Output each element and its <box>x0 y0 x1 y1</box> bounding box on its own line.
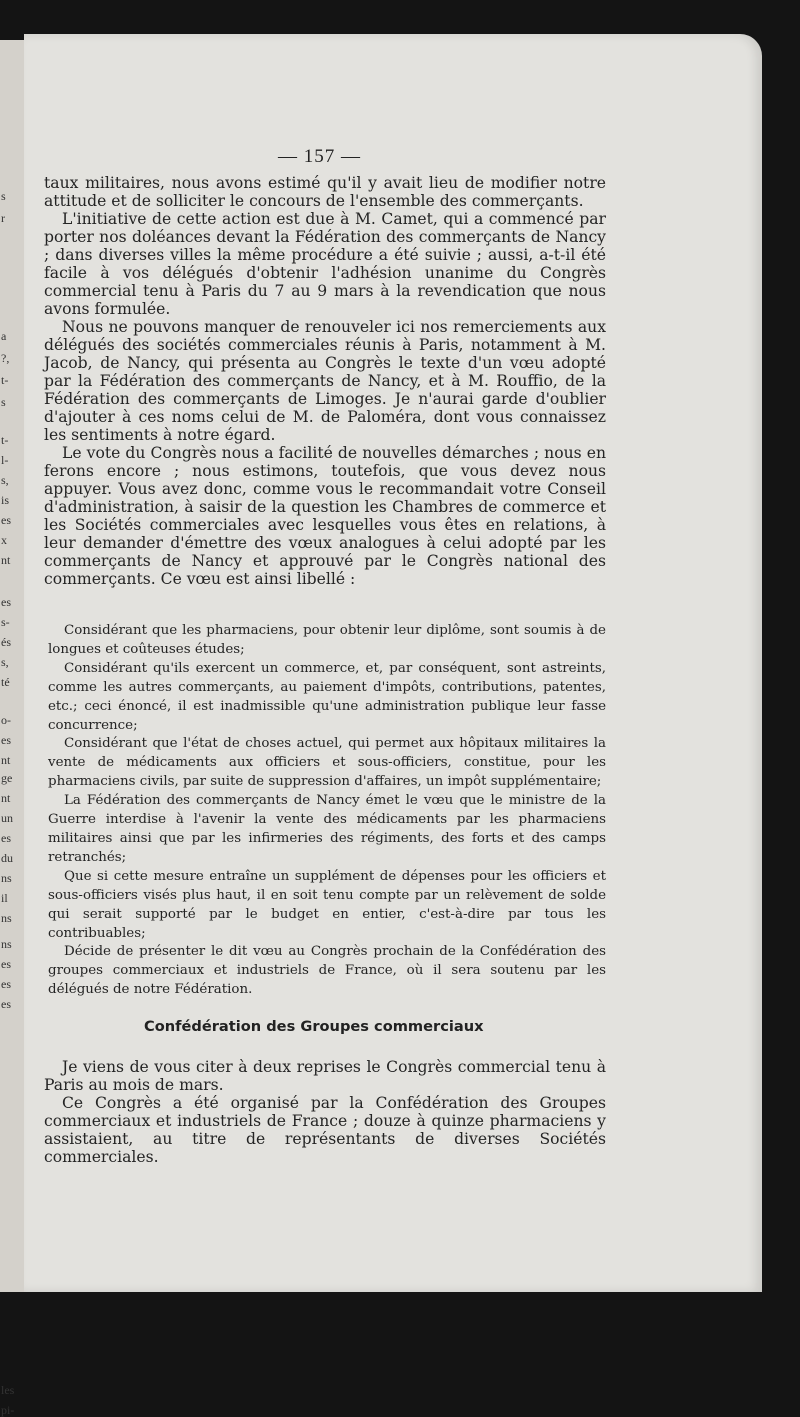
margin-fragment: nt <box>1 791 11 805</box>
margin-fragment: du <box>1 851 13 865</box>
margin-fragment: s, <box>1 473 9 487</box>
margin-fragment: es <box>1 997 11 1011</box>
paragraph: Je viens de vous citer à deux reprises le Congrès commercial tenu à Paris au mois de mars. <box>44 1058 606 1094</box>
margin-fragment: ns <box>1 911 12 925</box>
margin-fragment: is <box>1 493 10 507</box>
margin-fragment: t- <box>1 373 9 387</box>
margin-fragment: s <box>1 189 6 203</box>
margin-fragment: ge <box>1 771 13 785</box>
margin-fragment: pi- <box>1 1403 15 1417</box>
margin-fragment: l- <box>1 453 9 467</box>
margin-fragment: s- <box>1 615 10 629</box>
paragraph: Le vote du Congrès nous a facilité de nouvelles démarches ; nous en ferons encore ; nous estimons, toutefois, que vous devez nous appuyer. Vous avez donc, comme vous le recommandait votre Conseil d'administration, à saisir de la question les Chambres de commerce et les Sociétés commerciales avec lesquelles vous êtes en relations, à leur demander d'émettre des vœux analogues à celui adopté par les commerçants de Nancy et approuvé par le Congrès national des commerçants. Ce vœu est ainsi libellé : <box>44 444 606 588</box>
margin-fragment: s <box>1 395 6 409</box>
quote-paragraph: Considérant que l'état de choses actuel, qui permet aux hôpitaux militaires la vente de médicaments aux officiers et sous-officiers, constitue, pour les pharmaciens civils, par suite de suppression d'affaires, un impôt supplémentaire; <box>48 736 606 790</box>
section-text <box>44 1058 606 1166</box>
margin-fragment: es <box>1 831 11 845</box>
section-heading: Confédération des Groupes commerciaux <box>144 1018 484 1035</box>
quote-paragraph: Considérant que les pharmaciens, pour obtenir leur diplôme, sont soumis à de longues et coûteuses études; <box>48 623 606 657</box>
quote-paragraph: La Fédération des commerçants de Nancy émet le vœu que le ministre de la Guerre interdise à l'avenir la vente des médicaments par les pharmaciens militaires ainsi que par les infirmeries des régiments, des forts et des camps retranchés; <box>48 793 606 865</box>
quoted-resolution <box>48 622 606 1000</box>
margin-fragment: s, <box>1 655 9 669</box>
margin-fragment: es <box>1 957 11 971</box>
margin-fragment: x <box>1 533 7 547</box>
margin-fragment: ?, <box>1 351 10 365</box>
paragraph: L'initiative de cette action est due à M. Camet, qui a commencé par porter nos doléances devant la Fédération des commerçants de Nancy ; dans diverses villes la même procédure a été suivie ; aussi, a-t-il été facile à vos délégués d'obtenir l'adhésion unanime du Congrès commercial tenu à Paris du 7 au 9 mars à la revendication que nous avons formulée. <box>44 210 606 318</box>
quote-paragraph: Décide de présenter le dit vœu au Congrès prochain de la Confédération des groupes commerciaux et industriels de France, où il sera soutenu par les délégués de notre Fédération. <box>48 944 606 998</box>
main-text <box>44 174 606 588</box>
margin-fragment: es <box>1 977 11 991</box>
paragraph: taux militaires, nous avons estimé qu'il y avait lieu de modifier notre attitude et de solliciter le concours de l'ensemble des commerçants. <box>44 174 606 210</box>
margin-fragment: nt <box>1 553 11 567</box>
margin-fragment: ns <box>1 871 12 885</box>
quote-paragraph: Considérant qu'ils exercent un commerce, et, par conséquent, sont astreints, comme les autres commerçants, au paiement d'impôts, contributions, patentes, etc.; ceci énoncé, il est inadmissible qu'une administration publique leur fasse concurrence; <box>48 660 606 733</box>
margin-fragment: les <box>1 1383 15 1397</box>
margin-fragment: t- <box>1 433 9 447</box>
margin-fragment: es <box>1 595 11 609</box>
page-number: — 157 — <box>278 146 361 167</box>
margin-fragment: ns <box>1 937 12 951</box>
quote-paragraph: Que si cette mesure entraîne un supplément de dépenses pour les officiers et sous-officiers visés plus haut, il en soit tenu compte par un relèvement de solde qui serait supporté par le budget en entier, c'est-à-dire par tous les contribuables; <box>48 868 606 941</box>
margin-fragment: r <box>1 211 5 225</box>
paragraph: Ce Congrès a été organisé par la Confédération des Groupes commerciaux et industriels de France ; douze à quinze pharmaciens y assistaient, au titre de représentants de diverses Sociétés commerciales. <box>44 1094 606 1166</box>
margin-fragment: nt <box>1 753 11 767</box>
margin-fragment: o- <box>1 713 11 727</box>
margin-fragment: a <box>1 329 7 343</box>
adjacent-page-edge <box>0 40 26 1417</box>
margin-fragment: il <box>1 891 8 905</box>
margin-fragment: es <box>1 513 11 527</box>
margin-fragment: té <box>1 675 10 689</box>
margin-fragment: es <box>1 733 11 747</box>
book-page <box>24 34 762 1292</box>
margin-fragment: és <box>1 635 11 649</box>
margin-fragment: un <box>1 811 13 825</box>
paragraph: Nous ne pouvons manquer de renouveler ici nos remerciements aux délégués des sociétés commerciales réunis à Paris, notamment à M. Jacob, de Nancy, qui présenta au Congrès le texte d'un vœu adopté par la Fédération des commerçants de Nancy, et à M. Rouffio, de la Fédération des commerçants de Limoges. Je n'aurai garde d'oublier d'ajouter à ces noms celui de M. de Paloméra, dont vous connaissez les sentiments à notre égard. <box>44 318 606 444</box>
